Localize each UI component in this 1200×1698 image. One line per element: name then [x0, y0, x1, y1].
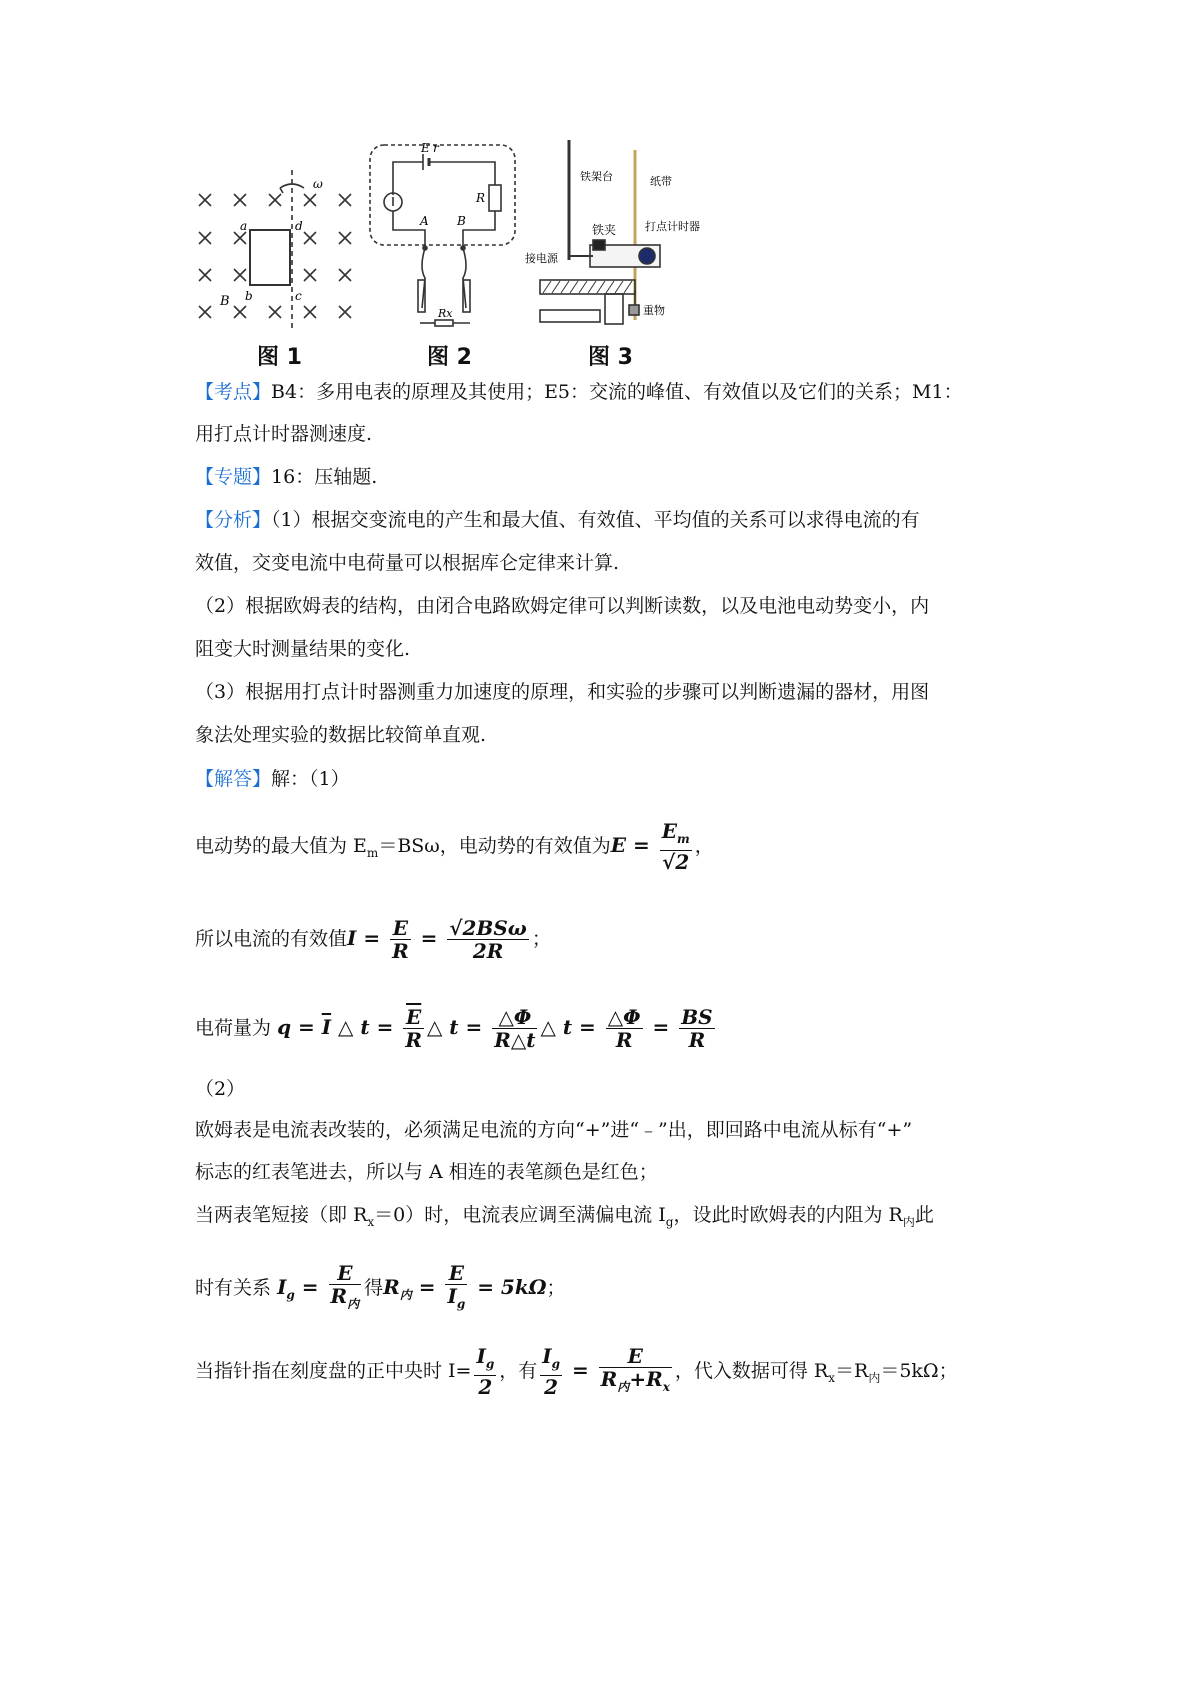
- fenxi-line-1: [195, 506, 920, 534]
- label-omega: ω: [313, 177, 323, 191]
- formula-half-ig: $\frac{I_g}{2}$: [476, 1344, 495, 1399]
- label-paper-tape: 纸带: [650, 175, 672, 188]
- ohm3-a: 当两表笔短接（即 R: [195, 1204, 368, 1226]
- zhuanti-line: [195, 463, 377, 491]
- figure-2-caption: 图 2: [427, 345, 472, 370]
- kaodian-line-1: [195, 378, 963, 406]
- label-clamp: 铁夹: [592, 223, 617, 237]
- label-a: a: [240, 219, 248, 233]
- fenxi-line-5: （3）根据用打点计时器测重力加速度的原理，和实验的步骤可以判断遗漏的器材，用图: [195, 681, 930, 703]
- emf-sub-m: m: [366, 845, 379, 860]
- ohm5-post-a: ，代入数据可得 R: [674, 1360, 829, 1382]
- zhuanti-tag: 【专题】: [195, 466, 272, 488]
- label-b: b: [245, 289, 253, 303]
- fenxi-line-6: 象法处理实验的数据比较简单直观.: [195, 724, 487, 746]
- label-d: d: [295, 219, 303, 233]
- label-B-field: B: [220, 294, 230, 309]
- label-R: R: [476, 191, 486, 205]
- ohm3-sub-x: x: [367, 1214, 375, 1229]
- hatch-line: [552, 281, 560, 293]
- charge-text: 电荷量为: [195, 1017, 272, 1039]
- formula-ig: $I_g$ = $\frac{E}{R_内}$: [277, 1261, 360, 1311]
- formula-charge-line: [195, 1006, 718, 1051]
- ohm-line-3: [195, 1201, 934, 1236]
- ohm5-mid: ，有: [499, 1360, 538, 1382]
- formula-emf-line: [195, 820, 714, 873]
- hatch-line: [561, 281, 569, 293]
- label-power: 接电源: [525, 252, 558, 265]
- label-B-terminal: B: [457, 214, 466, 228]
- hatch-line: [570, 281, 578, 293]
- label-r: r: [433, 141, 439, 155]
- label-weight: 重物: [643, 304, 665, 317]
- jieda-tag: 【解答】: [195, 768, 272, 790]
- formula-rnei: $R_内$ = $\frac{E}{I_g}$ = 5kΩ: [383, 1261, 547, 1311]
- jieda-line: [195, 765, 350, 793]
- ohm5-pre: 当指针指在刻度盘的正中央时 I=: [195, 1360, 472, 1382]
- ohm-line-5: [195, 1345, 958, 1398]
- hatch-line: [597, 281, 605, 293]
- formula-half-eq: $\frac{I_g}{2}$ = $\frac{E}{R_内+R_x}$: [542, 1344, 670, 1399]
- kaodian-line-2: 用打点计时器测速度.: [195, 423, 373, 445]
- current-text: 所以电流的有效值: [195, 928, 348, 950]
- ohm5-sub-nei: 内: [868, 1370, 881, 1385]
- figures-row: [195, 130, 955, 375]
- figure-2-diagram: [370, 145, 515, 326]
- jieda-text: 解：（1）: [271, 768, 350, 790]
- label-Rx: Rx: [438, 307, 453, 320]
- label-E: E: [421, 141, 430, 155]
- emf-text-b: ＝BSω，电动势的有效值为: [378, 835, 611, 857]
- figures-drawing: [195, 130, 955, 375]
- ohm-line-4: [195, 1262, 566, 1315]
- ohm4-pre: 时有关系: [195, 1277, 272, 1299]
- kaodian-text-1: B4：多用电表的原理及其使用；E5：交流的峰值、有效值以及它们的关系；M1：: [271, 381, 963, 403]
- current-text-end: ；: [531, 928, 551, 950]
- ohm5-post-b: ＝R: [835, 1360, 869, 1382]
- hatch-line: [615, 281, 623, 293]
- fenxi-line-2: 效值，交变电流中电荷量可以根据库仑定律来计算.: [195, 552, 620, 574]
- ohm3-b: ＝0）时，电流表应调至满偏电流 I: [374, 1204, 666, 1226]
- emf-text-a: 电动势的最大值为 E: [195, 835, 367, 857]
- figure-3-caption: 图 3: [588, 345, 633, 370]
- ohm5-sub-x: x: [828, 1370, 835, 1385]
- hatch-line: [606, 281, 614, 293]
- hatch-line: [588, 281, 596, 293]
- ohm4-post: ；: [546, 1277, 566, 1299]
- ohm4-de: 得: [364, 1277, 384, 1299]
- figure-1-caption: 图 1: [257, 345, 302, 370]
- fenxi-tag: 【分析】: [195, 509, 272, 531]
- label-iron-stand: 铁架台: [580, 170, 613, 183]
- ohm-line-1: 欧姆表是电流表改装的，必须满足电流的方向“+”进“﹣”出，即回路中电流从标有“+”: [195, 1119, 913, 1141]
- ohm3-sub-g: g: [665, 1214, 674, 1229]
- ohm3-sub-nei: 内: [902, 1214, 915, 1229]
- zhuanti-text: 16：压轴题.: [271, 466, 378, 488]
- formula-current-line: [195, 917, 551, 962]
- label-c: c: [295, 289, 302, 303]
- ohm-line-2: 标志的红表笔进去，所以与 A 相连的表笔颜色是红色；: [195, 1161, 658, 1183]
- ohm3-d: 此: [914, 1204, 934, 1226]
- fenxi-line-4: 阻变大时测量结果的变化.: [195, 638, 411, 660]
- ohm5-post-c: ＝5kΩ；: [880, 1360, 958, 1382]
- hatch-line: [543, 281, 551, 293]
- formula-current: I = $\frac{E}{R}$ = $\frac{\text{√2BSω}}{2R}$: [347, 916, 527, 963]
- hatch-line: [624, 281, 632, 293]
- label-A: A: [420, 214, 429, 228]
- fenxi-text-1a: （1）根据交变流电的产生和最大值、有效值、平均值的关系可以求得电流的有: [271, 509, 920, 531]
- formula-charge: $q = \overline{I}$ △ t = $\frac{\overline{E}}{R}$ △ t = $\frac{\triangle\Phi}{R\triangle t}$ △ t = $\frac{\triangle\Phi}{R}$ = $\frac{BS}{R}$: [277, 1005, 713, 1052]
- emf-text-c: ，: [694, 835, 714, 857]
- label-timer: 打点计时器: [645, 220, 700, 233]
- hatch-line: [579, 281, 587, 293]
- part-2-label: （2）: [195, 1078, 246, 1100]
- formula-emf-effective: E = $\frac{E_m}{√2}$: [610, 819, 690, 874]
- fenxi-line-3: （2）根据欧姆表的结构，由闭合电路欧姆定律可以判断读数，以及电池电动势变小，内: [195, 595, 930, 617]
- kaodian-tag: 【考点】: [195, 381, 272, 403]
- ohm3-c: ，设此时欧姆表的内阻为 R: [673, 1204, 903, 1226]
